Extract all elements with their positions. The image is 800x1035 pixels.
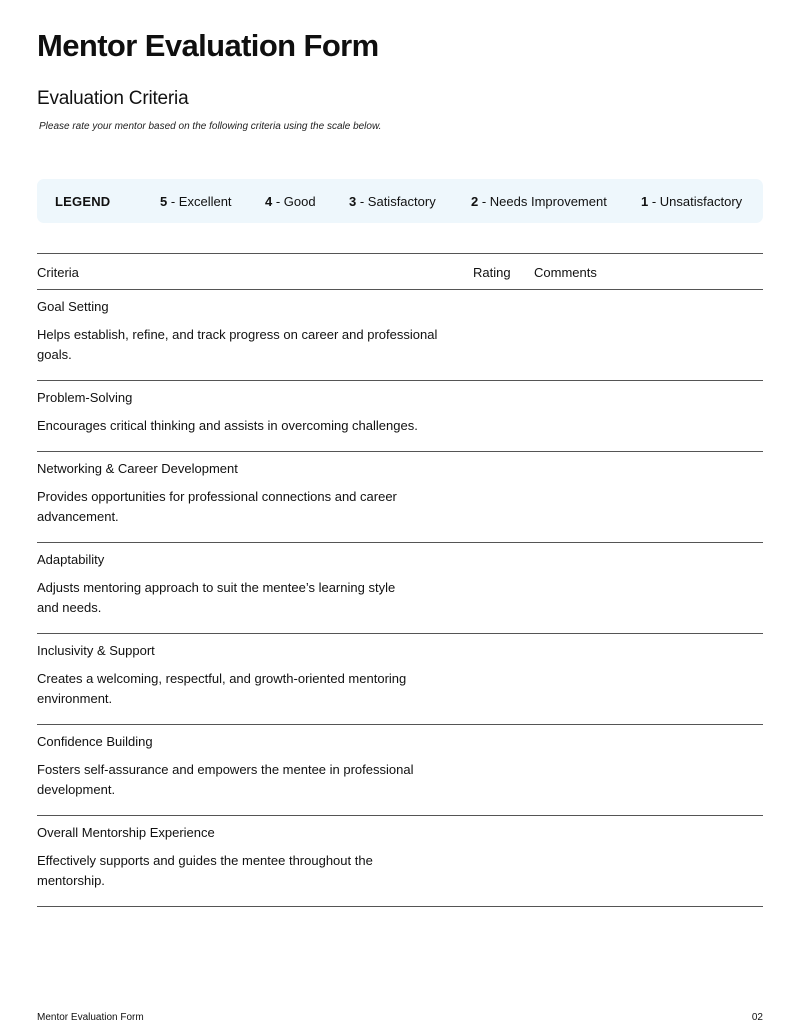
table-row xyxy=(37,725,763,816)
page-number: 02 xyxy=(751,1012,763,1023)
table-row xyxy=(37,543,763,634)
column-header-criteria: Criteria xyxy=(37,265,79,280)
evaluation-table xyxy=(37,253,763,907)
criterion-title: Overall Mentorship Experience xyxy=(37,825,215,840)
legend-item-3: 3 - Satisfactory xyxy=(349,194,436,209)
column-header-comments: Comments xyxy=(534,265,597,280)
criterion-description: Helps establish, refine, and track progress on career and professional goals. xyxy=(37,327,438,362)
legend-box xyxy=(37,179,763,223)
criterion-title: Problem-Solving xyxy=(37,390,133,405)
criterion-description: Adjusts mentoring approach to suit the mentee’s learning style and needs. xyxy=(37,580,396,615)
section-title: Evaluation Criteria xyxy=(37,88,189,109)
legend-item-4: 4 - Good xyxy=(265,194,316,209)
legend-item-5: 5 - Excellent xyxy=(160,194,232,209)
criterion-description: Provides opportunities for professional connections and career advancement. xyxy=(37,489,397,524)
criterion-description: Effectively supports and guides the mentee throughout the mentorship. xyxy=(37,853,373,888)
table-row xyxy=(37,816,763,907)
criterion-title: Inclusivity & Support xyxy=(37,643,155,658)
criterion-title: Confidence Building xyxy=(37,734,153,749)
instruction-text: Please rate your mentor based on the following criteria using the scale below. xyxy=(39,121,382,132)
footer-title: Mentor Evaluation Form xyxy=(37,1012,144,1023)
table-row xyxy=(37,634,763,725)
criterion-description: Fosters self-assurance and empowers the mentee in professional development. xyxy=(37,762,414,797)
legend-title: LEGEND xyxy=(55,194,111,209)
table-row xyxy=(37,290,763,381)
criterion-title: Goal Setting xyxy=(37,299,109,314)
criterion-description: Encourages critical thinking and assists in overcoming challenges. xyxy=(37,418,418,433)
table-row xyxy=(37,452,763,543)
table-row xyxy=(37,381,763,452)
column-header-rating: Rating xyxy=(473,265,511,280)
table-header xyxy=(37,254,763,290)
page-title: Mentor Evaluation Form xyxy=(37,28,379,63)
criterion-title: Adaptability xyxy=(37,552,105,567)
legend-item-2: 2 - Needs Improvement xyxy=(471,194,607,209)
criterion-title: Networking & Career Development xyxy=(37,461,238,476)
criterion-description: Creates a welcoming, respectful, and growth-oriented mentoring environment. xyxy=(37,671,407,706)
legend-item-1: 1 - Unsatisfactory xyxy=(641,194,743,209)
